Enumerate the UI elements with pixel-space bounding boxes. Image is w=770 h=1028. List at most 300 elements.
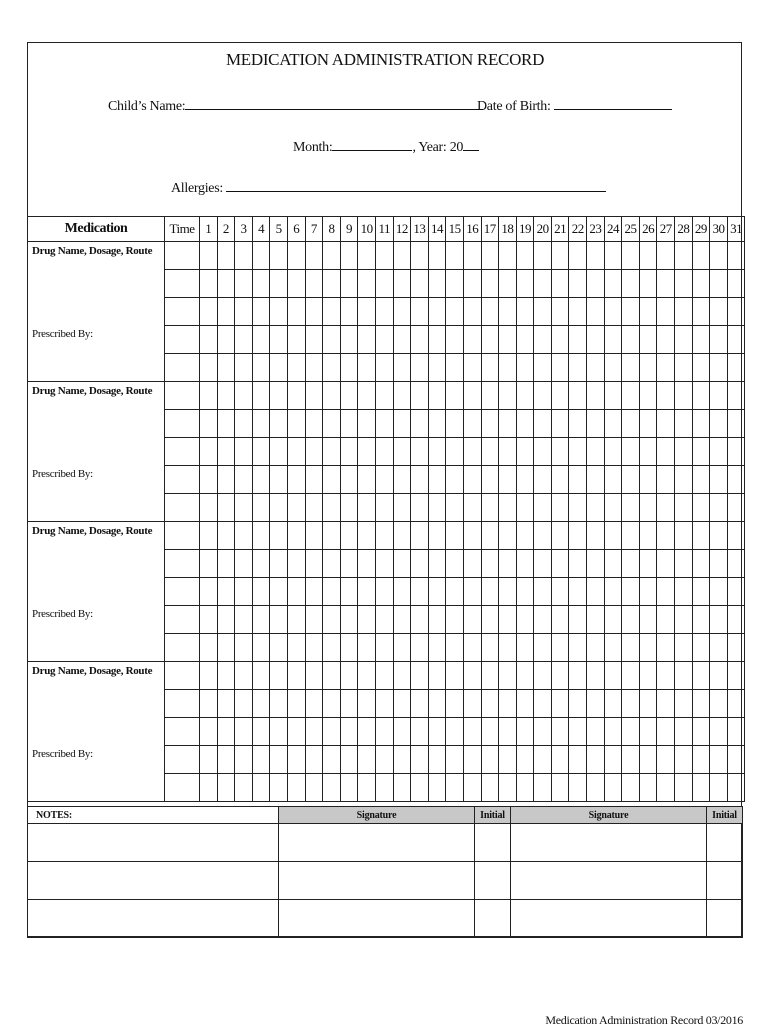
day-cell[interactable] xyxy=(516,438,534,466)
day-cell[interactable] xyxy=(217,606,235,634)
day-cell[interactable] xyxy=(516,718,534,746)
day-cell[interactable] xyxy=(569,242,587,270)
time-cell[interactable] xyxy=(165,354,200,382)
day-cell[interactable] xyxy=(463,690,481,718)
day-cell[interactable] xyxy=(358,438,376,466)
day-cell[interactable] xyxy=(270,522,288,550)
day-cell[interactable] xyxy=(446,662,464,690)
time-cell[interactable] xyxy=(165,662,200,690)
day-cell[interactable] xyxy=(463,550,481,578)
day-cell[interactable] xyxy=(675,550,693,578)
day-cell[interactable] xyxy=(270,746,288,774)
day-cell[interactable] xyxy=(569,410,587,438)
day-cell[interactable] xyxy=(551,438,569,466)
day-cell[interactable] xyxy=(569,270,587,298)
day-cell[interactable] xyxy=(358,550,376,578)
day-cell[interactable] xyxy=(481,298,499,326)
day-cell[interactable] xyxy=(534,354,552,382)
day-cell[interactable] xyxy=(516,298,534,326)
day-cell[interactable] xyxy=(305,298,323,326)
day-cell[interactable] xyxy=(692,438,710,466)
day-cell[interactable] xyxy=(463,354,481,382)
day-cell[interactable] xyxy=(463,410,481,438)
day-cell[interactable] xyxy=(217,690,235,718)
day-cell[interactable] xyxy=(217,410,235,438)
day-cell[interactable] xyxy=(200,270,218,298)
day-cell[interactable] xyxy=(463,438,481,466)
day-cell[interactable] xyxy=(639,326,657,354)
day-cell[interactable] xyxy=(551,634,569,662)
day-cell[interactable] xyxy=(252,466,270,494)
day-cell[interactable] xyxy=(675,466,693,494)
day-cell[interactable] xyxy=(340,326,358,354)
day-cell[interactable] xyxy=(604,550,622,578)
day-cell[interactable] xyxy=(411,382,429,410)
time-cell[interactable] xyxy=(165,690,200,718)
day-cell[interactable] xyxy=(411,354,429,382)
day-cell[interactable] xyxy=(710,522,728,550)
day-cell[interactable] xyxy=(323,550,341,578)
day-cell[interactable] xyxy=(270,606,288,634)
day-cell[interactable] xyxy=(587,578,605,606)
day-cell[interactable] xyxy=(375,662,393,690)
day-cell[interactable] xyxy=(217,242,235,270)
day-cell[interactable] xyxy=(551,578,569,606)
day-cell[interactable] xyxy=(604,774,622,802)
day-cell[interactable] xyxy=(569,522,587,550)
day-cell[interactable] xyxy=(499,438,517,466)
day-cell[interactable] xyxy=(393,690,411,718)
day-cell[interactable] xyxy=(305,690,323,718)
day-cell[interactable] xyxy=(534,326,552,354)
time-cell[interactable] xyxy=(165,606,200,634)
day-cell[interactable] xyxy=(639,466,657,494)
day-cell[interactable] xyxy=(604,242,622,270)
day-cell[interactable] xyxy=(305,774,323,802)
day-cell[interactable] xyxy=(217,578,235,606)
day-cell[interactable] xyxy=(252,494,270,522)
day-cell[interactable] xyxy=(657,774,675,802)
day-cell[interactable] xyxy=(411,270,429,298)
day-cell[interactable] xyxy=(622,354,640,382)
day-cell[interactable] xyxy=(675,494,693,522)
day-cell[interactable] xyxy=(604,270,622,298)
day-cell[interactable] xyxy=(393,522,411,550)
day-cell[interactable] xyxy=(710,578,728,606)
initial-cell[interactable] xyxy=(707,900,743,938)
day-cell[interactable] xyxy=(270,326,288,354)
day-cell[interactable] xyxy=(287,746,305,774)
day-cell[interactable] xyxy=(340,578,358,606)
day-cell[interactable] xyxy=(340,606,358,634)
day-cell[interactable] xyxy=(323,774,341,802)
day-cell[interactable] xyxy=(411,326,429,354)
day-cell[interactable] xyxy=(375,522,393,550)
day-cell[interactable] xyxy=(675,774,693,802)
day-cell[interactable] xyxy=(534,410,552,438)
day-cell[interactable] xyxy=(235,382,253,410)
day-cell[interactable] xyxy=(727,382,745,410)
day-cell[interactable] xyxy=(587,466,605,494)
day-cell[interactable] xyxy=(375,690,393,718)
signature-cell[interactable] xyxy=(279,900,475,938)
day-cell[interactable] xyxy=(287,606,305,634)
day-cell[interactable] xyxy=(358,410,376,438)
day-cell[interactable] xyxy=(516,606,534,634)
month-line[interactable] xyxy=(332,137,412,151)
day-cell[interactable] xyxy=(252,354,270,382)
day-cell[interactable] xyxy=(551,270,569,298)
day-cell[interactable] xyxy=(551,522,569,550)
time-cell[interactable] xyxy=(165,718,200,746)
childs-name-field[interactable] xyxy=(108,96,483,115)
day-cell[interactable] xyxy=(252,746,270,774)
day-cell[interactable] xyxy=(551,690,569,718)
day-cell[interactable] xyxy=(428,634,446,662)
day-cell[interactable] xyxy=(639,298,657,326)
day-cell[interactable] xyxy=(657,578,675,606)
day-cell[interactable] xyxy=(340,746,358,774)
day-cell[interactable] xyxy=(375,774,393,802)
day-cell[interactable] xyxy=(692,522,710,550)
day-cell[interactable] xyxy=(463,494,481,522)
day-cell[interactable] xyxy=(675,354,693,382)
day-cell[interactable] xyxy=(252,774,270,802)
day-cell[interactable] xyxy=(358,606,376,634)
day-cell[interactable] xyxy=(622,774,640,802)
day-cell[interactable] xyxy=(428,354,446,382)
day-cell[interactable] xyxy=(551,774,569,802)
day-cell[interactable] xyxy=(534,606,552,634)
day-cell[interactable] xyxy=(534,690,552,718)
day-cell[interactable] xyxy=(340,718,358,746)
day-cell[interactable] xyxy=(534,382,552,410)
day-cell[interactable] xyxy=(287,466,305,494)
day-cell[interactable] xyxy=(481,466,499,494)
time-cell[interactable] xyxy=(165,382,200,410)
day-cell[interactable] xyxy=(428,410,446,438)
day-cell[interactable] xyxy=(340,662,358,690)
day-cell[interactable] xyxy=(657,466,675,494)
day-cell[interactable] xyxy=(710,270,728,298)
day-cell[interactable] xyxy=(710,438,728,466)
month-year-field[interactable] xyxy=(293,137,479,156)
dob-field[interactable] xyxy=(477,96,672,115)
signature-cell[interactable] xyxy=(511,824,707,862)
day-cell[interactable] xyxy=(358,354,376,382)
time-cell[interactable] xyxy=(165,634,200,662)
day-cell[interactable] xyxy=(727,326,745,354)
time-cell[interactable] xyxy=(165,270,200,298)
day-cell[interactable] xyxy=(516,578,534,606)
day-cell[interactable] xyxy=(446,606,464,634)
day-cell[interactable] xyxy=(428,242,446,270)
day-cell[interactable] xyxy=(200,522,218,550)
day-cell[interactable] xyxy=(270,438,288,466)
day-cell[interactable] xyxy=(692,354,710,382)
notes-cell[interactable] xyxy=(28,824,279,862)
day-cell[interactable] xyxy=(622,746,640,774)
initial-cell[interactable] xyxy=(475,900,511,938)
day-cell[interactable] xyxy=(287,718,305,746)
day-cell[interactable] xyxy=(463,634,481,662)
day-cell[interactable] xyxy=(270,634,288,662)
day-cell[interactable] xyxy=(375,410,393,438)
day-cell[interactable] xyxy=(499,522,517,550)
day-cell[interactable] xyxy=(446,270,464,298)
day-cell[interactable] xyxy=(411,746,429,774)
day-cell[interactable] xyxy=(200,774,218,802)
day-cell[interactable] xyxy=(200,410,218,438)
day-cell[interactable] xyxy=(217,746,235,774)
day-cell[interactable] xyxy=(235,522,253,550)
day-cell[interactable] xyxy=(463,466,481,494)
day-cell[interactable] xyxy=(446,466,464,494)
day-cell[interactable] xyxy=(604,326,622,354)
day-cell[interactable] xyxy=(375,354,393,382)
day-cell[interactable] xyxy=(217,718,235,746)
day-cell[interactable] xyxy=(252,298,270,326)
day-cell[interactable] xyxy=(692,690,710,718)
day-cell[interactable] xyxy=(657,746,675,774)
dob-line[interactable] xyxy=(554,96,672,110)
day-cell[interactable] xyxy=(446,438,464,466)
day-cell[interactable] xyxy=(499,382,517,410)
day-cell[interactable] xyxy=(358,662,376,690)
day-cell[interactable] xyxy=(499,774,517,802)
day-cell[interactable] xyxy=(358,718,376,746)
day-cell[interactable] xyxy=(323,494,341,522)
medication-block[interactable] xyxy=(28,382,165,522)
day-cell[interactable] xyxy=(235,690,253,718)
day-cell[interactable] xyxy=(287,354,305,382)
day-cell[interactable] xyxy=(657,550,675,578)
day-cell[interactable] xyxy=(252,550,270,578)
day-cell[interactable] xyxy=(622,550,640,578)
day-cell[interactable] xyxy=(375,494,393,522)
day-cell[interactable] xyxy=(657,522,675,550)
day-cell[interactable] xyxy=(534,438,552,466)
day-cell[interactable] xyxy=(287,690,305,718)
day-cell[interactable] xyxy=(516,662,534,690)
day-cell[interactable] xyxy=(499,718,517,746)
day-cell[interactable] xyxy=(710,298,728,326)
day-cell[interactable] xyxy=(727,746,745,774)
day-cell[interactable] xyxy=(428,690,446,718)
day-cell[interactable] xyxy=(287,270,305,298)
day-cell[interactable] xyxy=(270,662,288,690)
day-cell[interactable] xyxy=(446,522,464,550)
time-cell[interactable] xyxy=(165,522,200,550)
initial-cell[interactable] xyxy=(475,824,511,862)
day-cell[interactable] xyxy=(551,746,569,774)
day-cell[interactable] xyxy=(727,466,745,494)
day-cell[interactable] xyxy=(587,746,605,774)
day-cell[interactable] xyxy=(411,634,429,662)
time-cell[interactable] xyxy=(165,410,200,438)
day-cell[interactable] xyxy=(340,242,358,270)
day-cell[interactable] xyxy=(710,662,728,690)
day-cell[interactable] xyxy=(499,606,517,634)
day-cell[interactable] xyxy=(217,550,235,578)
medication-block[interactable] xyxy=(28,662,165,802)
day-cell[interactable] xyxy=(235,774,253,802)
day-cell[interactable] xyxy=(287,438,305,466)
day-cell[interactable] xyxy=(217,354,235,382)
day-cell[interactable] xyxy=(358,746,376,774)
day-cell[interactable] xyxy=(428,466,446,494)
day-cell[interactable] xyxy=(587,774,605,802)
day-cell[interactable] xyxy=(270,550,288,578)
day-cell[interactable] xyxy=(569,466,587,494)
day-cell[interactable] xyxy=(235,662,253,690)
day-cell[interactable] xyxy=(446,354,464,382)
day-cell[interactable] xyxy=(340,466,358,494)
day-cell[interactable] xyxy=(569,354,587,382)
day-cell[interactable] xyxy=(622,494,640,522)
day-cell[interactable] xyxy=(393,774,411,802)
day-cell[interactable] xyxy=(340,354,358,382)
day-cell[interactable] xyxy=(428,550,446,578)
day-cell[interactable] xyxy=(499,494,517,522)
day-cell[interactable] xyxy=(358,494,376,522)
day-cell[interactable] xyxy=(235,326,253,354)
day-cell[interactable] xyxy=(393,634,411,662)
day-cell[interactable] xyxy=(727,354,745,382)
day-cell[interactable] xyxy=(463,298,481,326)
day-cell[interactable] xyxy=(235,746,253,774)
day-cell[interactable] xyxy=(200,578,218,606)
day-cell[interactable] xyxy=(481,550,499,578)
time-cell[interactable] xyxy=(165,298,200,326)
day-cell[interactable] xyxy=(446,550,464,578)
day-cell[interactable] xyxy=(270,494,288,522)
day-cell[interactable] xyxy=(270,774,288,802)
day-cell[interactable] xyxy=(375,746,393,774)
day-cell[interactable] xyxy=(200,606,218,634)
day-cell[interactable] xyxy=(375,606,393,634)
medication-block[interactable] xyxy=(28,522,165,662)
day-cell[interactable] xyxy=(481,354,499,382)
day-cell[interactable] xyxy=(340,522,358,550)
day-cell[interactable] xyxy=(657,494,675,522)
time-cell[interactable] xyxy=(165,774,200,802)
day-cell[interactable] xyxy=(675,382,693,410)
day-cell[interactable] xyxy=(657,410,675,438)
day-cell[interactable] xyxy=(534,718,552,746)
day-cell[interactable] xyxy=(411,662,429,690)
day-cell[interactable] xyxy=(727,634,745,662)
day-cell[interactable] xyxy=(463,522,481,550)
time-cell[interactable] xyxy=(165,746,200,774)
day-cell[interactable] xyxy=(270,354,288,382)
day-cell[interactable] xyxy=(217,466,235,494)
day-cell[interactable] xyxy=(675,298,693,326)
day-cell[interactable] xyxy=(393,438,411,466)
day-cell[interactable] xyxy=(481,270,499,298)
day-cell[interactable] xyxy=(305,550,323,578)
day-cell[interactable] xyxy=(657,270,675,298)
day-cell[interactable] xyxy=(516,774,534,802)
day-cell[interactable] xyxy=(252,662,270,690)
day-cell[interactable] xyxy=(639,550,657,578)
day-cell[interactable] xyxy=(375,298,393,326)
day-cell[interactable] xyxy=(270,466,288,494)
day-cell[interactable] xyxy=(200,354,218,382)
day-cell[interactable] xyxy=(587,522,605,550)
day-cell[interactable] xyxy=(534,578,552,606)
day-cell[interactable] xyxy=(375,438,393,466)
time-cell[interactable] xyxy=(165,326,200,354)
day-cell[interactable] xyxy=(657,634,675,662)
day-cell[interactable] xyxy=(235,550,253,578)
year-line[interactable] xyxy=(463,137,479,151)
day-cell[interactable] xyxy=(358,578,376,606)
day-cell[interactable] xyxy=(481,494,499,522)
day-cell[interactable] xyxy=(217,382,235,410)
day-cell[interactable] xyxy=(323,606,341,634)
day-cell[interactable] xyxy=(428,606,446,634)
day-cell[interactable] xyxy=(499,634,517,662)
time-cell[interactable] xyxy=(165,494,200,522)
childs-name-line[interactable] xyxy=(185,96,483,110)
day-cell[interactable] xyxy=(516,270,534,298)
day-cell[interactable] xyxy=(200,494,218,522)
day-cell[interactable] xyxy=(481,634,499,662)
day-cell[interactable] xyxy=(411,494,429,522)
day-cell[interactable] xyxy=(569,578,587,606)
day-cell[interactable] xyxy=(323,746,341,774)
day-cell[interactable] xyxy=(710,746,728,774)
day-cell[interactable] xyxy=(428,746,446,774)
day-cell[interactable] xyxy=(305,494,323,522)
day-cell[interactable] xyxy=(604,578,622,606)
day-cell[interactable] xyxy=(393,606,411,634)
day-cell[interactable] xyxy=(604,438,622,466)
day-cell[interactable] xyxy=(252,382,270,410)
day-cell[interactable] xyxy=(393,410,411,438)
day-cell[interactable] xyxy=(622,270,640,298)
day-cell[interactable] xyxy=(323,270,341,298)
day-cell[interactable] xyxy=(323,662,341,690)
day-cell[interactable] xyxy=(252,522,270,550)
day-cell[interactable] xyxy=(657,662,675,690)
day-cell[interactable] xyxy=(323,410,341,438)
day-cell[interactable] xyxy=(305,382,323,410)
day-cell[interactable] xyxy=(692,298,710,326)
day-cell[interactable] xyxy=(516,550,534,578)
day-cell[interactable] xyxy=(217,774,235,802)
day-cell[interactable] xyxy=(551,662,569,690)
day-cell[interactable] xyxy=(446,326,464,354)
day-cell[interactable] xyxy=(287,774,305,802)
day-cell[interactable] xyxy=(252,634,270,662)
day-cell[interactable] xyxy=(481,438,499,466)
day-cell[interactable] xyxy=(428,718,446,746)
day-cell[interactable] xyxy=(428,578,446,606)
day-cell[interactable] xyxy=(516,522,534,550)
day-cell[interactable] xyxy=(534,466,552,494)
day-cell[interactable] xyxy=(393,578,411,606)
day-cell[interactable] xyxy=(657,326,675,354)
initial-cell[interactable] xyxy=(707,862,743,900)
day-cell[interactable] xyxy=(622,438,640,466)
day-cell[interactable] xyxy=(657,382,675,410)
day-cell[interactable] xyxy=(252,718,270,746)
day-cell[interactable] xyxy=(340,410,358,438)
day-cell[interactable] xyxy=(710,634,728,662)
day-cell[interactable] xyxy=(375,466,393,494)
